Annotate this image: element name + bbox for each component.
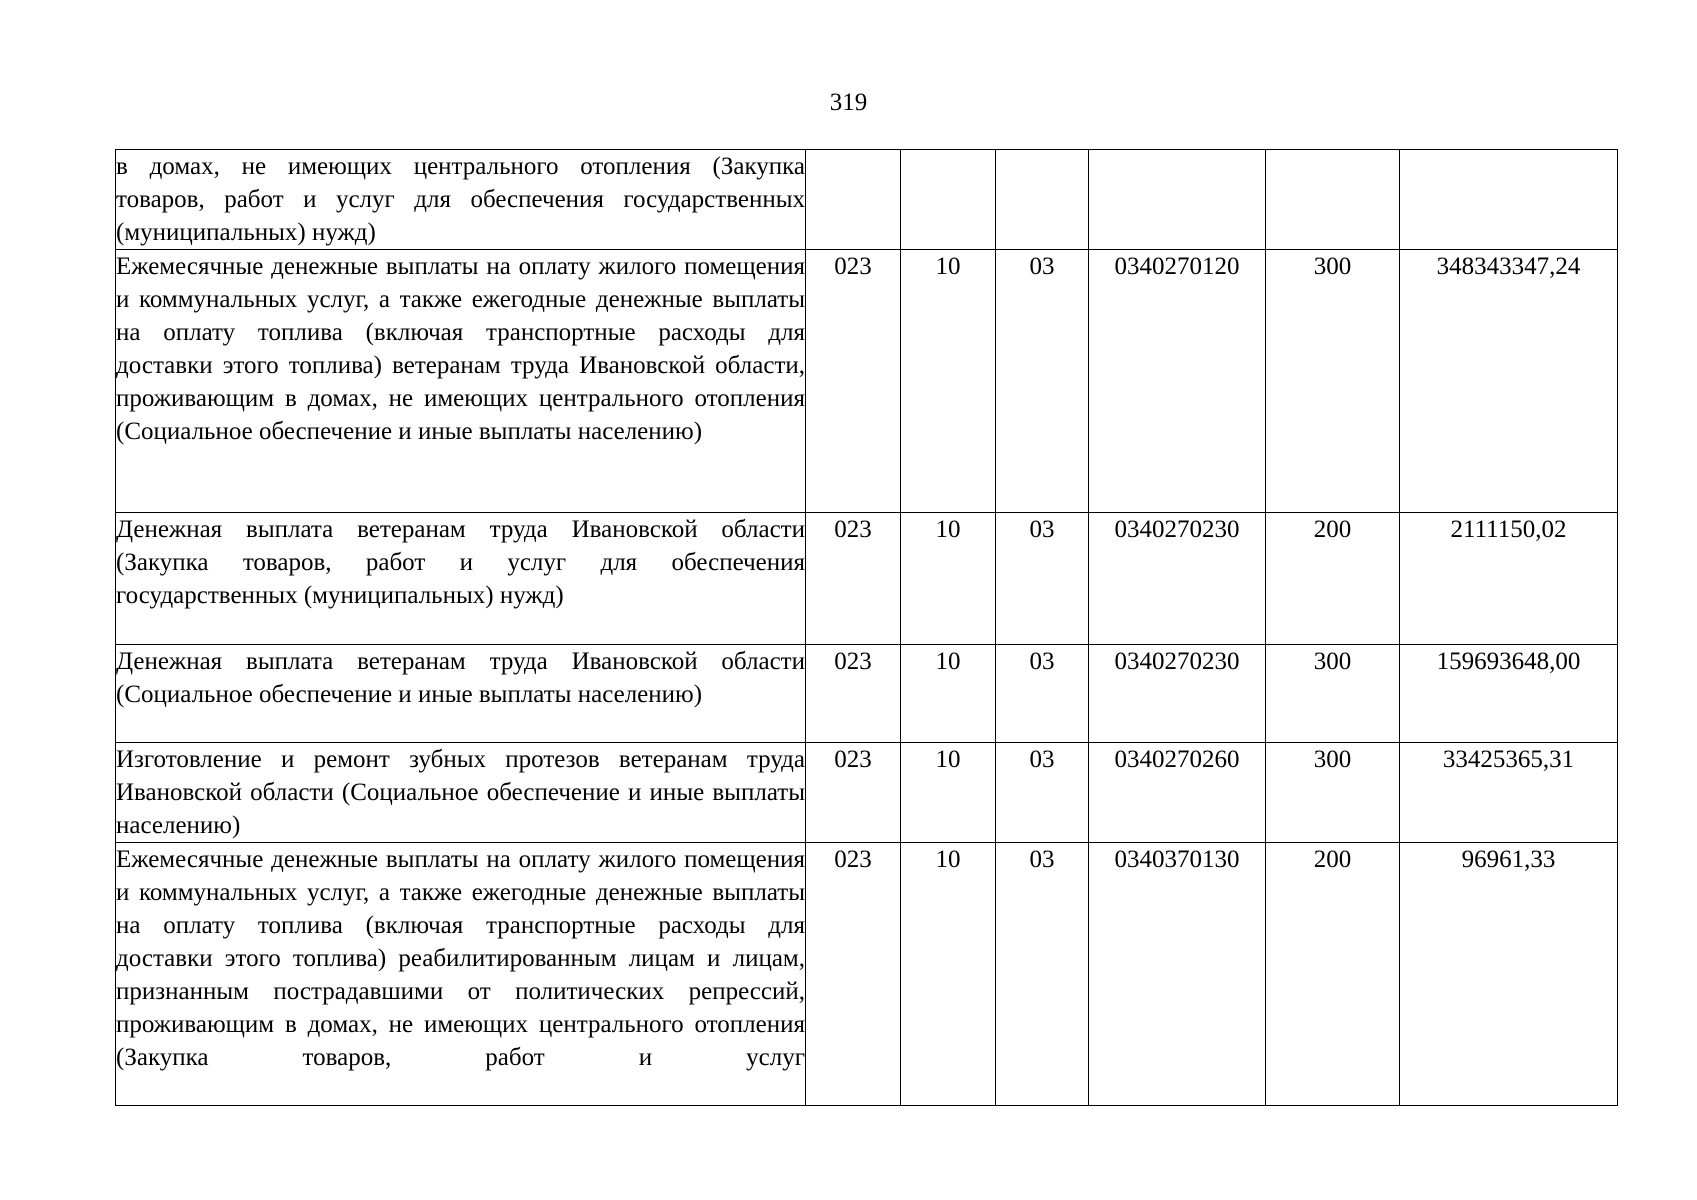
row-description: Ежемесячные денежные выплаты на оплату жилого помещения и коммунальных услуг, а также ежегодные денежные выплаты на оплату топлива (включая транспортные расходы для доставки этого топлива) ветеранам труда Ивановской области, проживающим в домах, не имеющих центрального отопления (Социальное обеспечение и иные выплаты населению) (116, 250, 806, 513)
ministry-code: 023 (806, 513, 901, 645)
target-item-code: 0340370130 (1089, 843, 1266, 1106)
subsection-code: 03 (996, 513, 1089, 645)
amount-value: 96961,33 (1400, 843, 1618, 1106)
subsection-code (996, 150, 1089, 250)
subsection-code: 03 (996, 250, 1089, 513)
row-description: Денежная выплата ветеранам труда Ивановской области (Социальное обеспечение и иные выплаты населению) (116, 645, 806, 743)
row-description: Денежная выплата ветеранам труда Ивановской области (Закупка товаров, работ и услуг для обеспечения государственных (муниципальных) нужд) (116, 513, 806, 645)
section-code: 10 (901, 743, 996, 843)
ministry-code: 023 (806, 645, 901, 743)
section-code: 10 (901, 250, 996, 513)
expense-type-code: 300 (1266, 743, 1400, 843)
amount-value: 2111150,02 (1400, 513, 1618, 645)
ministry-code: 023 (806, 250, 901, 513)
expense-type-code: 300 (1266, 250, 1400, 513)
target-item-code (1089, 150, 1266, 250)
expense-type-code: 200 (1266, 843, 1400, 1106)
section-code: 10 (901, 645, 996, 743)
section-code (901, 150, 996, 250)
table-row (116, 513, 1618, 645)
row-description: в домах, не имеющих центрального отопления (Закупка товаров, работ и услуг для обеспечения государственных (муниципальных) нужд) (116, 150, 806, 250)
amount-value: 33425365,31 (1400, 743, 1618, 843)
row-description: Ежемесячные денежные выплаты на оплату жилого помещения и коммунальных услуг, а также ежегодные денежные выплаты на оплату топлива (включая транспортные расходы для доставки этого топлива) реабилитированным лицам и лицам, признанным пострадавшими от политических репрессий, проживающим в домах, не имеющих центрального отопления (Закупка товаров, работ и услуг (116, 843, 806, 1106)
table-row (116, 843, 1618, 1106)
ministry-code: 023 (806, 743, 901, 843)
budget-table (115, 149, 1618, 1106)
subsection-code: 03 (996, 645, 1089, 743)
section-code: 10 (901, 843, 996, 1106)
page-number: 319 (829, 89, 868, 116)
expense-type-code (1266, 150, 1400, 250)
table-row (116, 250, 1618, 513)
amount-value: 348343347,24 (1400, 250, 1618, 513)
expense-type-code: 300 (1266, 645, 1400, 743)
target-item-code: 0340270120 (1089, 250, 1266, 513)
ministry-code: 023 (806, 843, 901, 1106)
target-item-code: 0340270230 (1089, 513, 1266, 645)
ministry-code (806, 150, 901, 250)
subsection-code: 03 (996, 743, 1089, 843)
target-item-code: 0340270230 (1089, 645, 1266, 743)
amount-value (1400, 150, 1618, 250)
amount-value: 159693648,00 (1400, 645, 1618, 743)
table-row (116, 743, 1618, 843)
row-description: Изготовление и ремонт зубных протезов ветеранам труда Ивановской области (Социальное обеспечение и иные выплаты населению) (116, 743, 806, 843)
expense-type-code: 200 (1266, 513, 1400, 645)
target-item-code: 0340270260 (1089, 743, 1266, 843)
table-row (116, 150, 1618, 250)
subsection-code: 03 (996, 843, 1089, 1106)
table-row (116, 645, 1618, 743)
section-code: 10 (901, 513, 996, 645)
